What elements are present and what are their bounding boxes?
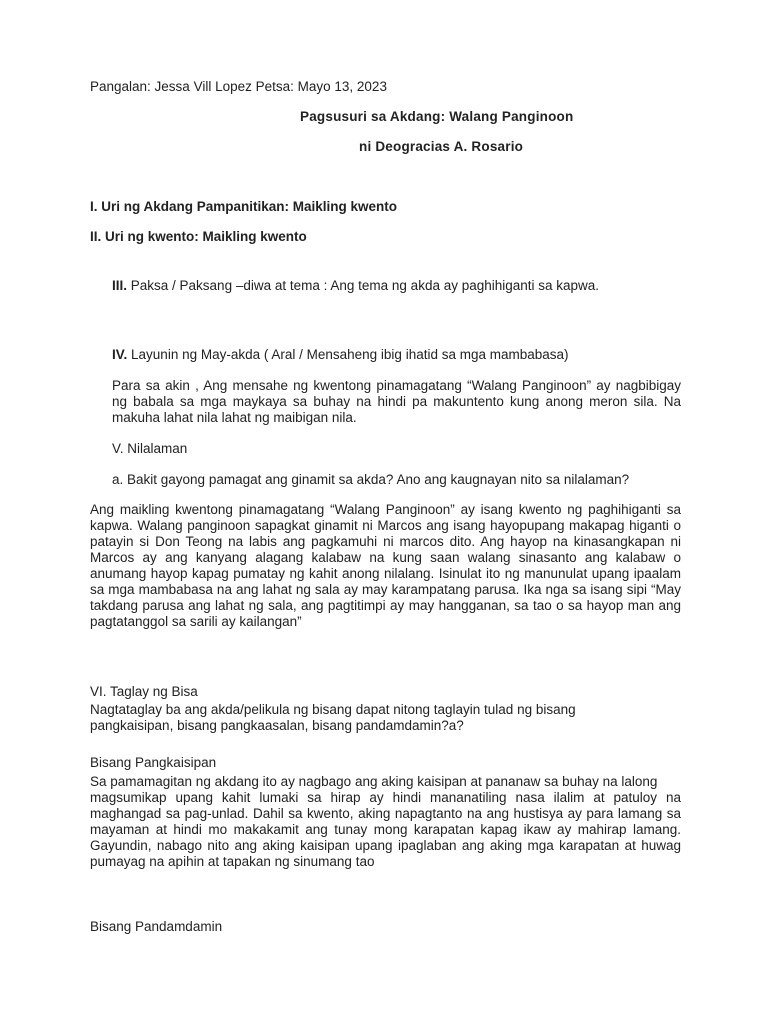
- bisang-pandamdamin-heading: Bisang Pandamdamin: [90, 919, 223, 934]
- bisang-pangkaisipan-paragraph: magsumikap upang kahit lumaki sa hirap ay hindi mananatiling nasa ilalim at patuloy na maghangad sa pag-unlad. Dahil sa kwento, aking napagtanto na ang hustisya ay para lamang sa mayaman at hindi mo makakamit ang tunay mong karapatan kapag ikaw ay mahirap lamang. Gayundin, nabago nito ang aking kaisipan upang ipaglaban ang aking mga karapatan at huwag pumayag na apihin at tapakan ng sinumang tao: [90, 790, 681, 869]
- section-4-paragraph: Para sa akin , Ang mensahe ng kwentong pinamagatang “Walang Panginoon” ay nagbibigay ng babala sa mga maykaya sa buhay na hindi pa makuntento kung anong meron sila. Na makuha lahat nila lahat ng maibigan nila.: [112, 378, 681, 425]
- document-title: Pagsusuri sa Akdang: Walang Panginoon: [300, 109, 574, 124]
- section-5-question: a. Bakit gayong pamagat ang ginamit sa akda? Ano ang kaugnayan nito sa nilalaman?: [112, 472, 630, 487]
- section-6-heading: VI. Taglay ng Bisa: [90, 684, 198, 699]
- section-4-label: IV.: [112, 347, 128, 362]
- section-3-line: [112, 278, 599, 294]
- section-3-label: III.: [112, 278, 128, 293]
- bisang-pangkaisipan-heading: Bisang Pangkaisipan: [90, 755, 217, 770]
- name-date-line: Pangalan: Jessa Vill Lopez Petsa: Mayo 13, 2023: [90, 79, 387, 94]
- section-2-heading: II. Uri ng kwento: Maikling kwento: [90, 229, 307, 244]
- bisang-pangkaisipan-body: [90, 774, 681, 870]
- document-author: ni Deogracias A. Rosario: [359, 139, 524, 154]
- section-5-answer: Ang maikling kwentong pinamagatang “Walang Panginoon” ay isang kwento ng paghihiganti sa kapwa. Walang panginoon sapagkat ginamit ni Marcos ang isang hayopupang makapag higanti o patayin si Don Teong na labis ang pagkamuhi ni marcos dito. Ang hayop na kinasangkapan ni Marcos ay ang kanyang alagang kalabaw na kung saan walang sinasanto ang kalabaw o anumang hayop kapag pumatay ng kahit anong nilalang. Isinulat ito ng manunulat upang ipaalam sa mga mambabasa na ang lahat ng sala ay may karampatang parusa. Ika nga sa isang sipi “May takdang parusa ang lahat ng sala, ang pagtitimpi ay may hangganan, sa tao o sa hayop man ang pagtatanggol sa sarili ay kailangan”: [90, 502, 681, 629]
- section-5-heading: V. Nilalaman: [112, 441, 188, 456]
- bisang-pangkaisipan-first-line: Sa pamamagitan ng akdang ito ay nagbago ang aking kaisipan at pananaw sa buhay na lalong: [90, 774, 658, 789]
- section-1-heading: I. Uri ng Akdang Pampanitikan: Maikling kwento: [90, 199, 398, 214]
- section-6-question: Nagtataglay ba ang akda/pelikula ng bisang dapat nitong taglayin tulad ng bisang pangkaisipan, bisang pangkaasalan, bisang pandamdamin?a?: [90, 702, 576, 733]
- section-3-text: Paksa / Paksang –diwa at tema : Ang tema ng akda ay paghihiganti sa kapwa.: [127, 278, 600, 293]
- section-4-text: Layunin ng May-akda ( Aral / Mensaheng ibig ihatid sa mga mambabasa): [127, 347, 569, 362]
- section-4-line: [112, 347, 569, 363]
